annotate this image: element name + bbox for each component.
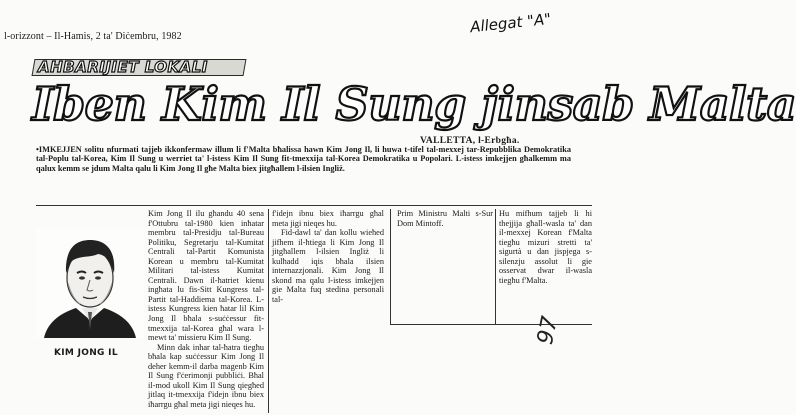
column-1-paragraph-2: Minn dak inhar tal-ħatra tiegħu bħala kap suċċessur Kim Jong Il deher kemm-il darba magenb Kim Il Sung f'ċerimonji pubbliċi. Bħal il-mod ukoll Kim Il Sung qiegħed jitlaq it-tmexxija f'idejn ibnu biex iħarrgu għal meta jigi nieqes hu. xyxy=(148,342,264,409)
portrait-photo xyxy=(36,228,144,338)
column-2-paragraph-1: f'idejn ibnu biex iħarrgu għal meta jigi nieqes hu. xyxy=(272,209,384,228)
column-rule-3 xyxy=(495,209,496,324)
dateline: VALLETTA, l-Erbgħa. xyxy=(420,136,520,146)
photo-caption: KIM JONG IL xyxy=(54,348,118,358)
column-4-paragraph-1: Hu mifhum tajjeb li hi thejjija għall-wasla ta' dan il-mexxej Korean f'Malta tiegħu mizuri stretti ta' sigurtà u dan jispjega s-silenzju assolut li gie osservat dwar il-wasla tiegħu f'Malta. xyxy=(499,209,592,285)
handwritten-page-number: 97 xyxy=(532,314,564,347)
article-column-3 xyxy=(397,209,493,329)
column-3-paragraph-1: Prim Ministru Malti s-Sur Dom Mintoff. xyxy=(397,209,493,228)
article-column-4 xyxy=(499,209,592,329)
column-rule-1 xyxy=(268,209,269,413)
article-column-1 xyxy=(148,209,264,413)
article-column-2 xyxy=(272,209,384,413)
column-2-paragraph-2: Fid-dawl ta' dan kollu wieħed jifhem il-ħtiega li Kim Jong Il jitgħallem l-ilsien Ingliż li kulħadd iqis bħala ilsien internazzjonali. Kim Jong Il skond ma qalu l-istess imkejjen gie Malta fuq stedina personali tal- xyxy=(272,228,384,304)
headline: Iben Kim Il Sung jinsab Malta xyxy=(32,77,796,131)
column-1-paragraph-1: Kim Jong Il ilu għandu 40 sena f'Ottubru tal-1980 kien inħatar membru tal-Presidju tal-Bureau Politiku, Segretarju tal-Kumitat Centrali tal-Partit Komunista Korean u membru tal-Kumitat Militari tal-istess Kumitat Centrali. Dawn il-ħatriet kienu ingħata lu fis-Sitt Kungress tal-Partit tal-Haddiema tal-Korea. L-istess Kungress kien ħatar lil Kim Jong Il bħala s-suċċessur fit-tmexxija tal-Korea għal wara l-mewt ta' missieru Kim Il Sung. xyxy=(148,209,264,343)
section-label: AHBARIJIET LOKALI xyxy=(38,58,208,76)
handwritten-annotation: Allegat "A" xyxy=(469,9,552,37)
column-rule-2 xyxy=(390,209,391,324)
portrait-drawing xyxy=(36,228,144,338)
masthead: l-orizzont – Il-Hamis, 2 ta' Diċembru, 1982 xyxy=(4,31,182,42)
lead-divider xyxy=(36,205,592,206)
lead-paragraph: •IMKEJJEN solitu nfurmati tajjeb ikkonfermaw illum li f'Malta bħalissa hawn Kim Jong Il, li huwa t-tifel tal-mexxej tar-Repubblika Demokratika tal-Poplu tal-Korea, Kim Il Sung u werriet ta' l-istess Kim Il Sung fit-tmexxija tal-Korea Demokratika u Popolari. L-istess imkejjen għalkemm ma qalux kemm se jdum Malta qalu li Kim Jong Il għe Malta biex jitgħallem l-ilsien Ingliż. xyxy=(36,145,571,173)
